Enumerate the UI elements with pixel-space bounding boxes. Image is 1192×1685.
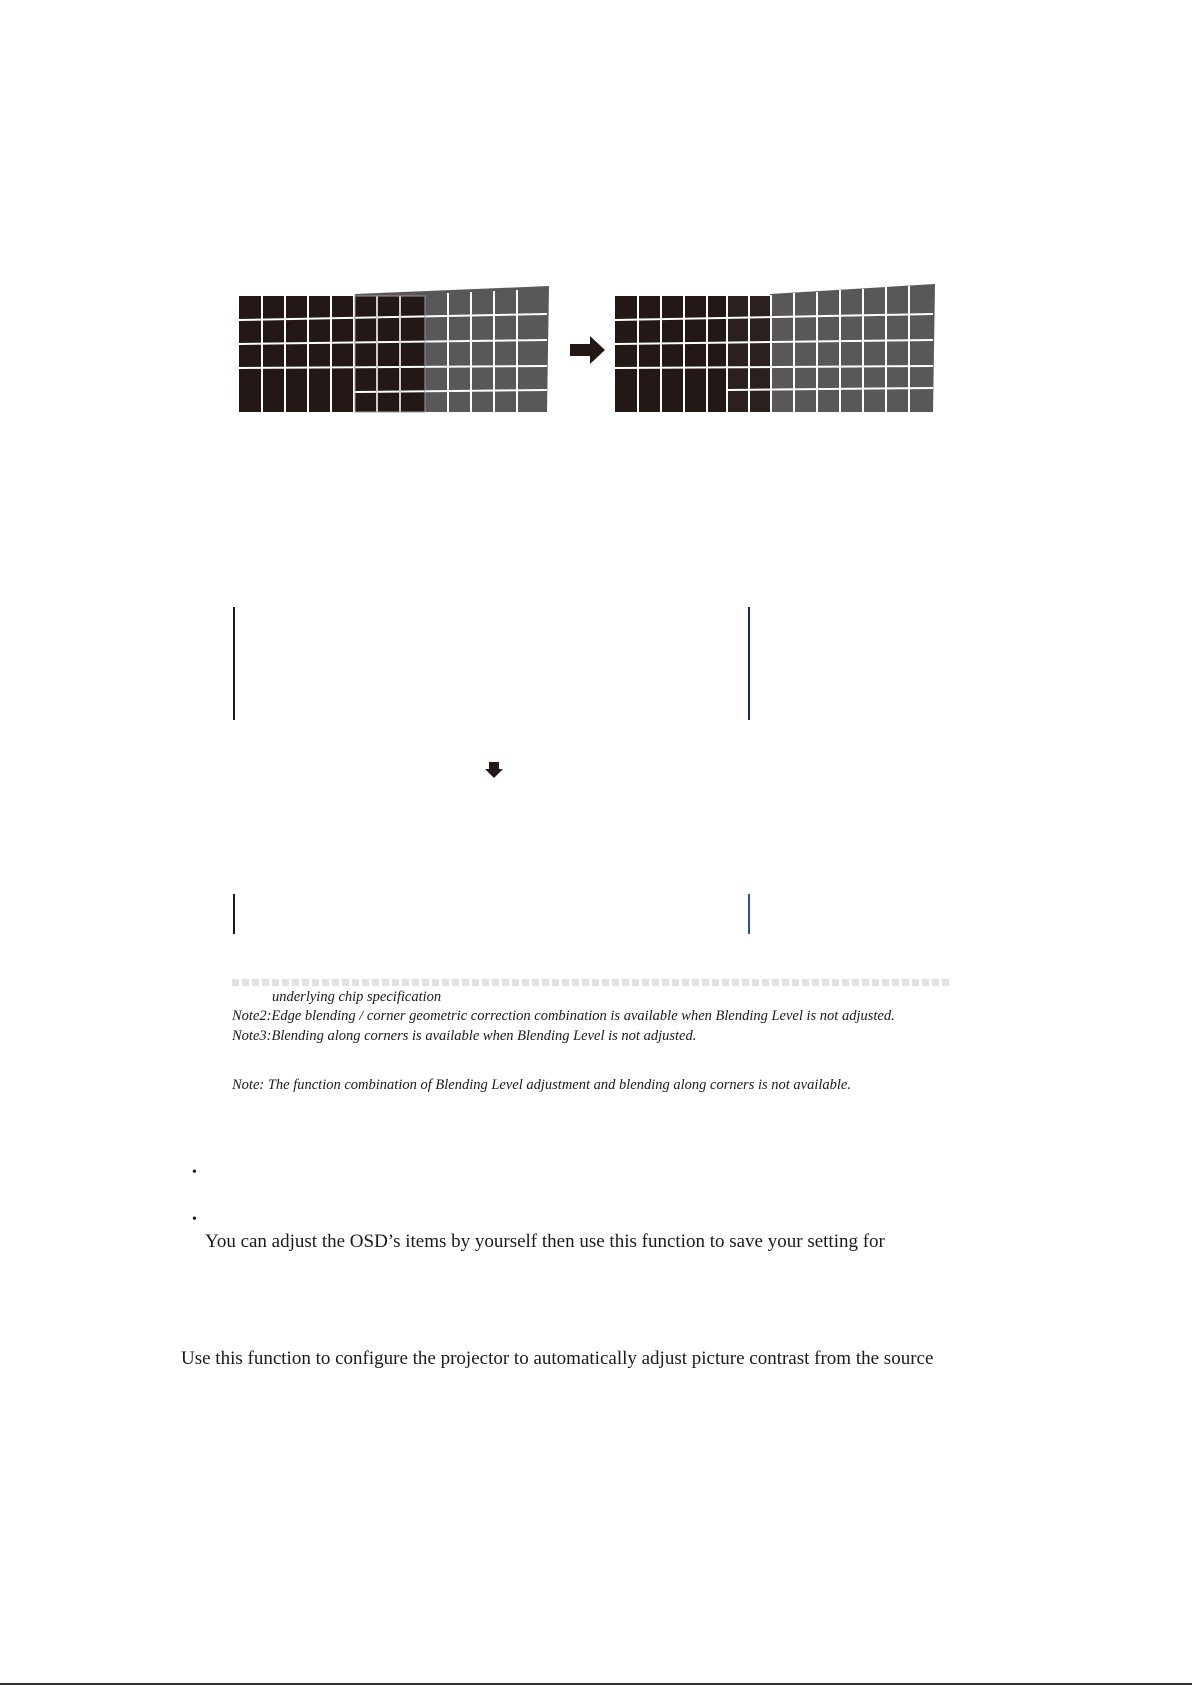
flow-box-top-left-rule [233, 607, 235, 720]
note1-continuation: underlying chip specification [272, 989, 442, 1005]
right-arrow-icon [570, 336, 605, 364]
auto-contrast-paragraph: Use this function to configure the projector to automatically adjust picture contrast from the source [181, 1348, 934, 1369]
bullet-2-text: You can adjust the OSD’s items by yourself then use this function to save your setting for [205, 1231, 885, 1252]
note1-cropped-line [232, 979, 952, 986]
bullet-mark-2: • [192, 1212, 197, 1227]
down-arrow-icon [485, 762, 503, 778]
bullet-mark-1: • [192, 1165, 197, 1180]
edge-blending-illustration [230, 284, 940, 414]
flow-box-top-right-rule [748, 607, 750, 720]
flow-box-bottom-left-rule [233, 894, 235, 934]
note2-text: Note2:Edge blending / corner geometric correction combination is available when Blending Level is not adjusted. [232, 1008, 895, 1024]
note3-text: Note3:Blending along corners is available when Blending Level is not adjusted. [232, 1028, 697, 1044]
grid-before-blending [239, 286, 549, 412]
grid-after-blending [615, 284, 935, 412]
flow-box-bottom-right-rule [748, 894, 750, 934]
note-function-combination: Note: The function combination of Blending Level adjustment and blending along corners is not available. [232, 1077, 851, 1093]
